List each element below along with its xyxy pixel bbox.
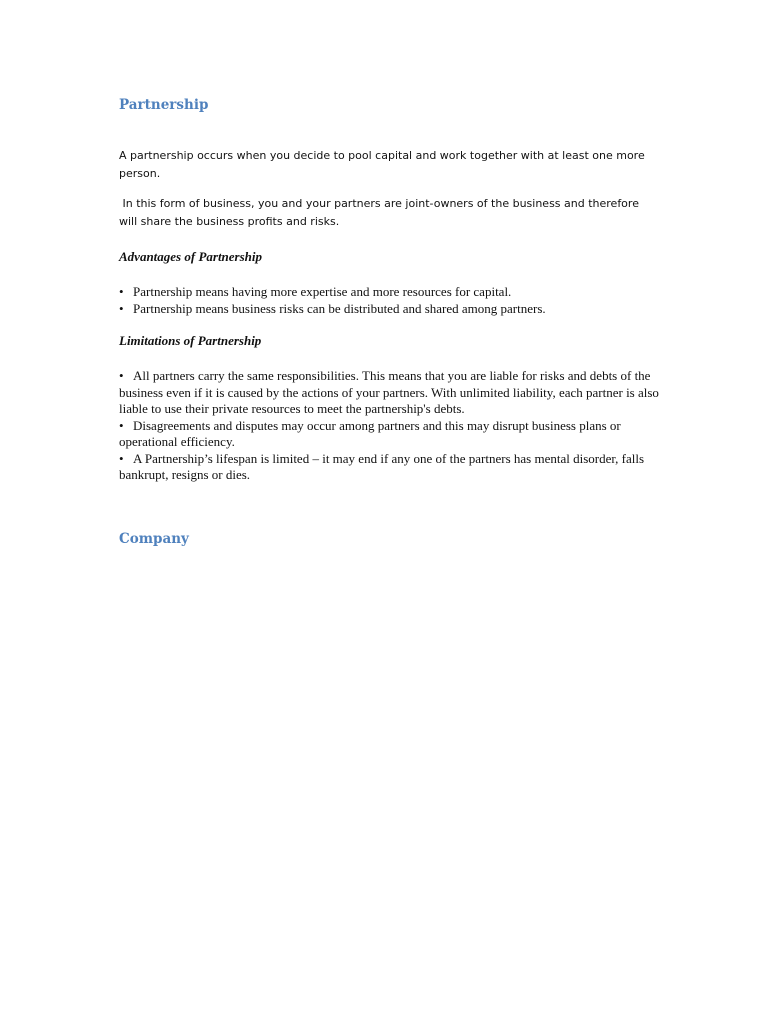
bullet-icon: • bbox=[119, 417, 124, 433]
limitations-list bbox=[119, 368, 659, 484]
list-item-text: Partnership means business risks can be distributed and shared among partners. bbox=[133, 300, 546, 316]
bullet-icon: • bbox=[119, 300, 124, 316]
heading-company: Company bbox=[119, 531, 189, 547]
bullet-icon: • bbox=[119, 450, 124, 466]
list-item bbox=[119, 418, 659, 451]
paragraph-joint-owners: In this form of business, you and your partners are joint-owners of the business and therefore will share the business profits and risks. bbox=[119, 197, 639, 228]
list-item-text: All partners carry the same responsibilities. This means that you are liable for risks and debts of the business even if it is caused by the actions of your partners. With unlimited liability, each partner is also liable to use their private resources to meet the partnership's debts. bbox=[119, 368, 659, 416]
paragraph-definition: A partnership occurs when you decide to pool capital and work together with at least one more person. bbox=[119, 149, 645, 180]
list-item-text: A Partnership’s lifespan is limited – it may end if any one of the partners has mental disorder, falls bankrupt, resigns or dies. bbox=[119, 450, 645, 482]
list-item-text: Partnership means having more expertise and more resources for capital. bbox=[133, 284, 512, 299]
list-item bbox=[119, 301, 659, 318]
bullet-icon: • bbox=[119, 368, 124, 383]
list-item bbox=[119, 451, 659, 484]
bullet-icon: • bbox=[119, 284, 124, 299]
advantages-list bbox=[119, 284, 659, 317]
list-item bbox=[119, 284, 659, 301]
list-item bbox=[119, 368, 659, 418]
subheading-advantages: Advantages of Partnership bbox=[119, 249, 263, 264]
heading-partnership: Partnership bbox=[119, 97, 209, 113]
subheading-limitations: Limitations of Partnership bbox=[119, 333, 262, 348]
list-item-text: Disagreements and disputes may occur among partners and this may disrupt business plans or operational efficiency. bbox=[119, 417, 621, 449]
